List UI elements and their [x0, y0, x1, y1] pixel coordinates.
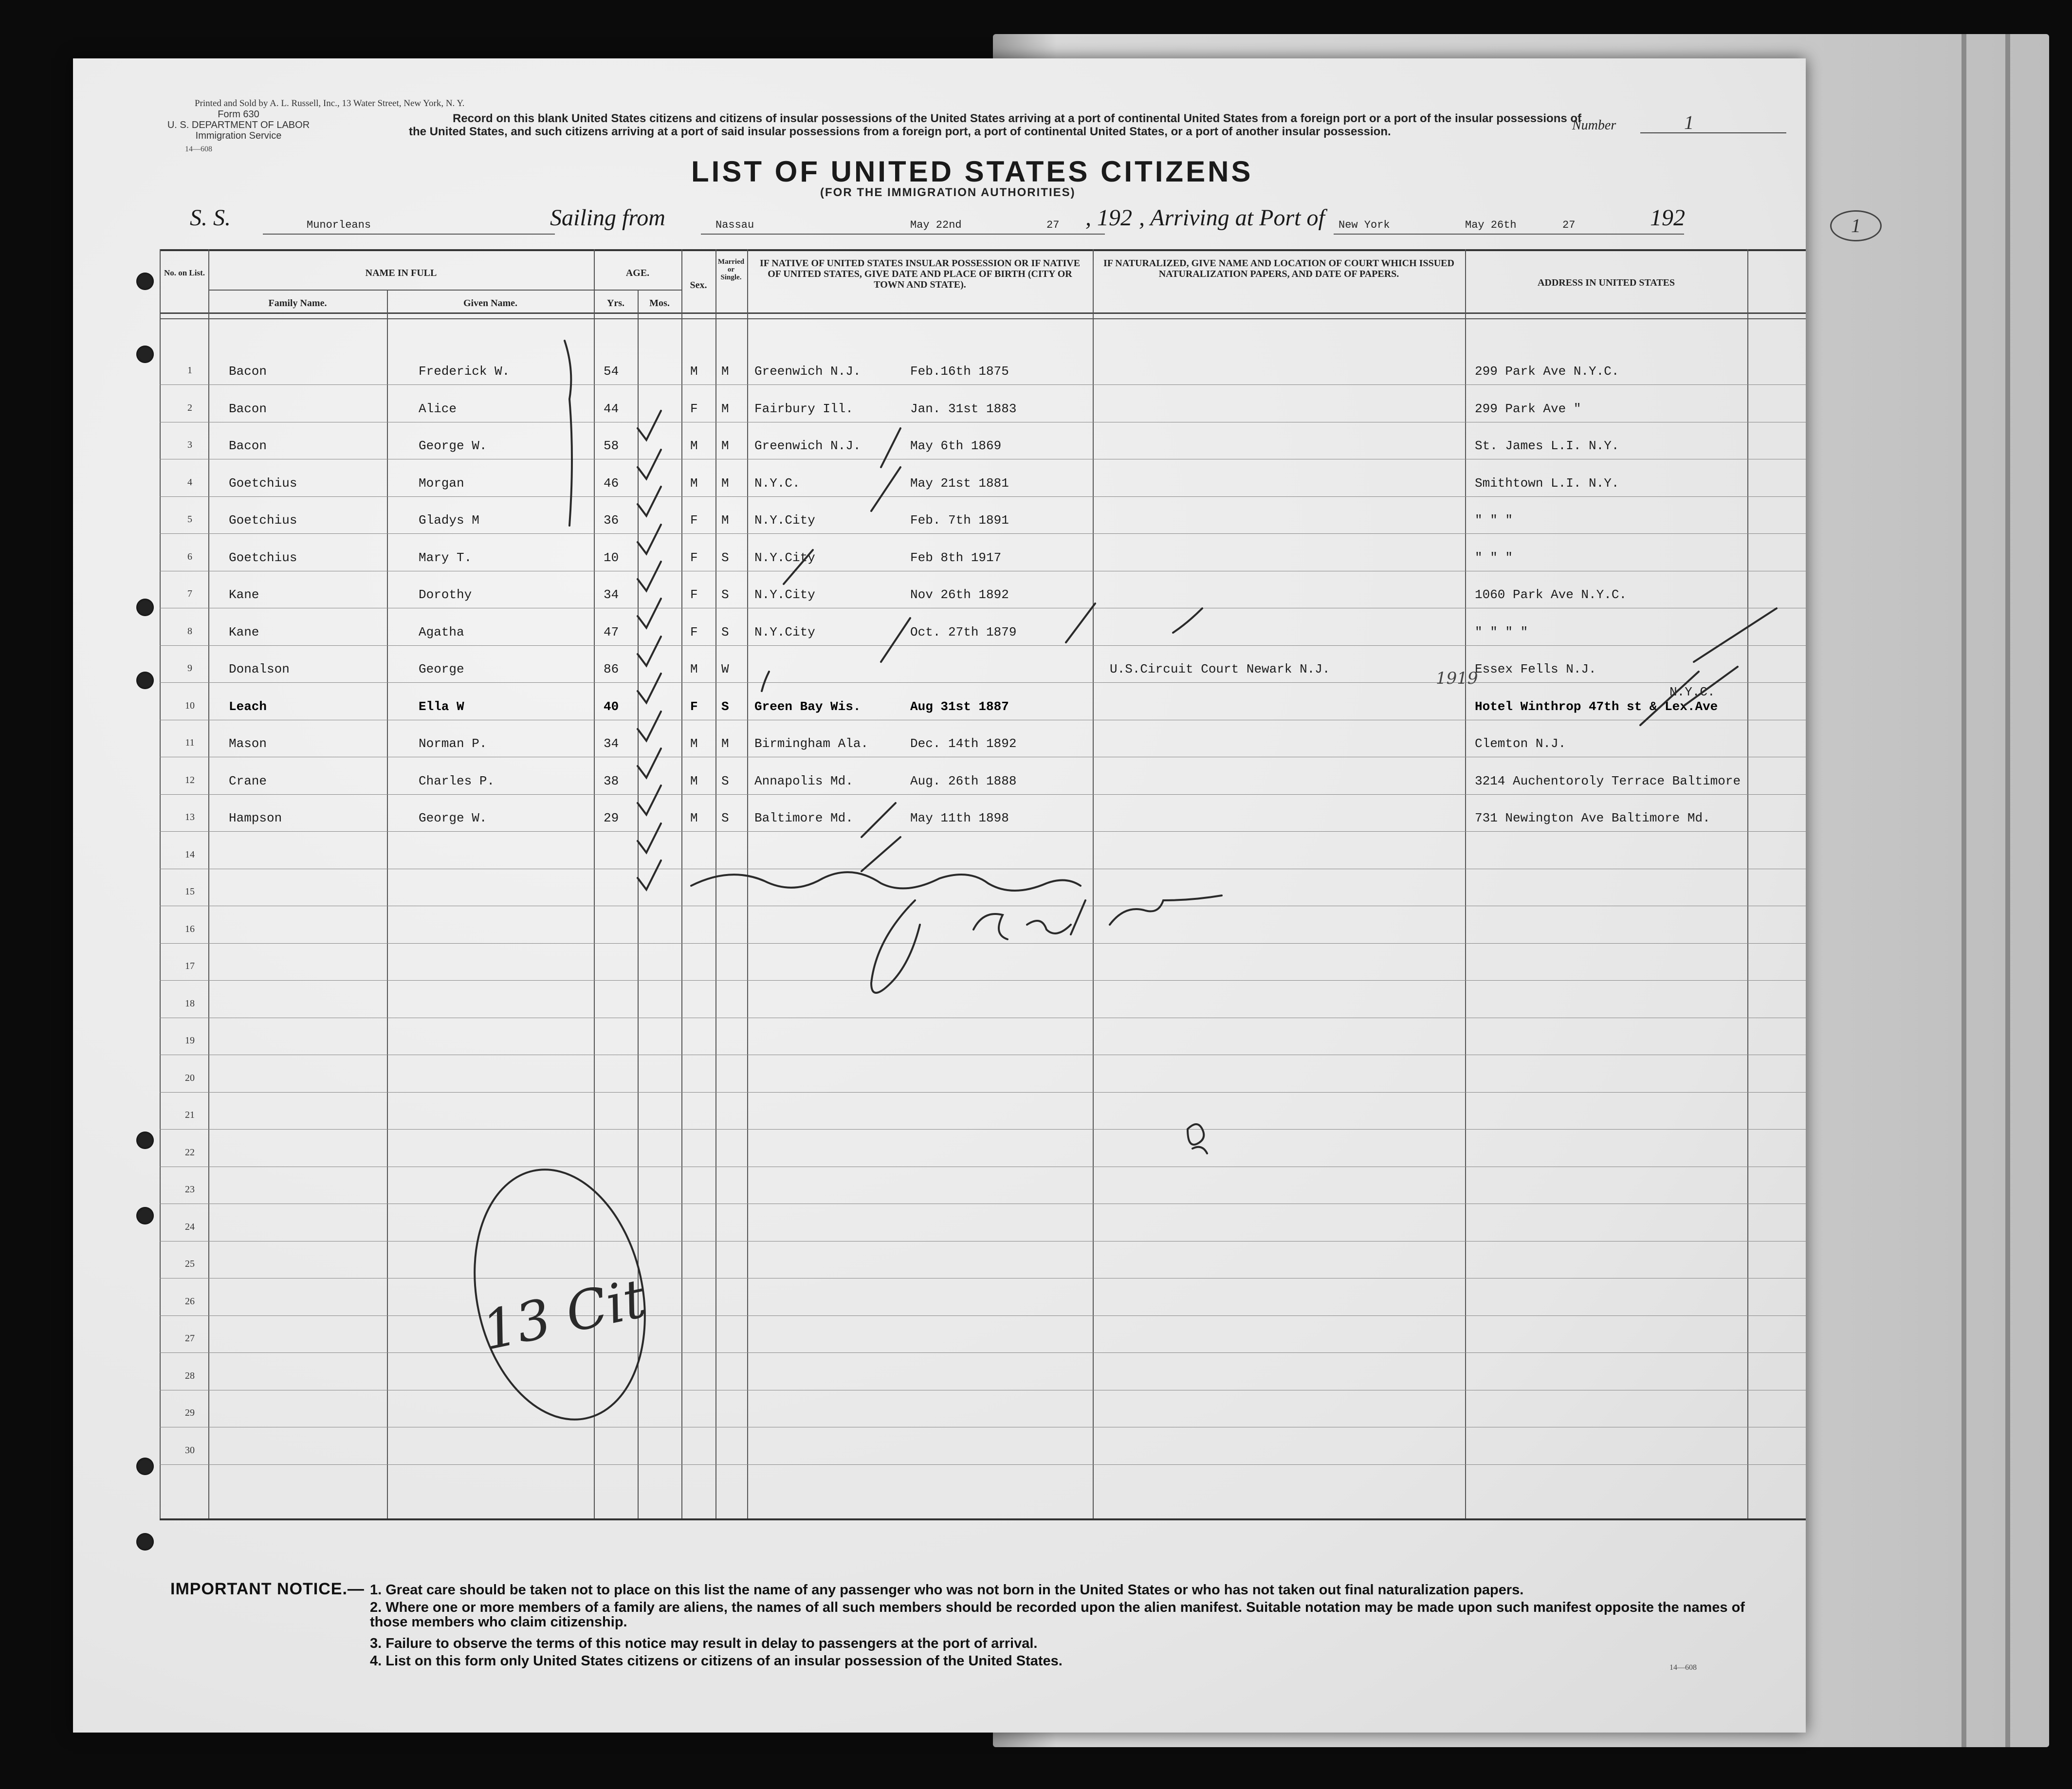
- row-rule: [160, 794, 1806, 795]
- row-number: 19: [185, 1035, 195, 1046]
- name-subrule: [208, 290, 594, 291]
- birth-place-cell: Fairbury Ill.: [754, 401, 853, 416]
- ss-label: S. S.: [190, 205, 231, 231]
- family-name-cell: Bacon: [229, 438, 267, 453]
- form-number: Form 630: [218, 109, 259, 120]
- marital-status-cell: S: [721, 773, 729, 788]
- service: Immigration Service: [195, 130, 282, 141]
- birth-date-cell: May 6th 1869: [910, 438, 1002, 453]
- birth-place-cell: N.Y.City: [754, 550, 815, 565]
- col-age: AGE.: [625, 268, 650, 278]
- address-cell: 299 Park Ave ": [1475, 401, 1581, 416]
- col-birth: IF NATIVE OF UNITED STATES INSULAR POSSESSION OR IF NATIVE OF UNITED STATES, GIVE DATE AND PLACE OF BIRTH (CITY OR TOWN AND STATE).: [759, 258, 1081, 290]
- row-number: 30: [185, 1444, 195, 1456]
- marital-status-cell: M: [721, 438, 729, 453]
- age-cell: 54: [604, 364, 619, 379]
- row-number: 18: [185, 998, 195, 1009]
- grid-col-line: [387, 290, 388, 1518]
- address-cell-extra: N.Y.C.: [1669, 684, 1715, 699]
- marital-status-cell: S: [721, 811, 729, 825]
- sex-cell: M: [690, 364, 698, 379]
- row-rule: [160, 1352, 1806, 1353]
- row-number: 7: [187, 588, 192, 599]
- row-number: 8: [187, 625, 192, 637]
- manifest-grid: [73, 58, 1806, 1733]
- birth-place-cell: Annapolis Md.: [754, 773, 853, 788]
- sex-cell: F: [690, 587, 698, 602]
- grid-col-line: [1465, 249, 1466, 1518]
- sex-cell: F: [690, 513, 698, 528]
- given-name-cell: Ella W: [419, 699, 464, 714]
- row-number: 24: [185, 1221, 195, 1232]
- grid-col-line: [594, 249, 595, 1518]
- marital-status-cell: M: [721, 475, 729, 491]
- birth-place-cell: Baltimore Md.: [754, 811, 853, 825]
- age-cell: 34: [604, 736, 619, 751]
- marital-status-cell: W: [721, 662, 729, 676]
- sailing-year-suffix: 27: [1046, 219, 1060, 231]
- notice-item-1: 1. Great care should be taken not to place on this list the name of any passenger who was not born in the United States or who has not taken out final naturalization papers.: [370, 1582, 1524, 1598]
- birth-date-cell: Aug. 26th 1888: [910, 773, 1017, 788]
- arriving-date: May 26th: [1465, 219, 1517, 231]
- row-rule: [160, 384, 1806, 385]
- marital-status-cell: S: [721, 550, 729, 565]
- row-number: 4: [187, 476, 192, 488]
- row-number: 22: [185, 1147, 195, 1158]
- handwritten-year: 1919: [1436, 669, 1478, 688]
- marital-status-cell: M: [721, 364, 729, 379]
- printer-line: Printed and Sold by A. L. Russell, Inc., 13 Water Street, New York, N. Y.: [195, 98, 465, 109]
- sex-cell: M: [690, 475, 698, 491]
- family-name-cell: Goetchius: [229, 513, 297, 528]
- row-number: 15: [185, 886, 195, 897]
- col-mos: Mos.: [649, 298, 670, 309]
- sex-cell: M: [690, 773, 698, 788]
- address-cell: St. James L.I. N.Y.: [1475, 438, 1619, 453]
- age-cell: 38: [604, 773, 619, 788]
- given-name-cell: Alice: [419, 401, 457, 416]
- col-address: ADDRESS IN UNITED STATES: [1537, 277, 1675, 288]
- manifest-sheet: [73, 58, 1861, 1733]
- col-yrs: Yrs.: [606, 298, 625, 309]
- marital-status-cell: S: [721, 624, 729, 639]
- row-number: 13: [185, 812, 195, 822]
- row-rule: [160, 645, 1806, 646]
- row-rule: [160, 1092, 1806, 1093]
- address-cell: Smithtown L.I. N.Y.: [1475, 475, 1619, 491]
- family-name-cell: Bacon: [229, 401, 267, 416]
- birth-date-cell: Dec. 14th 1892: [910, 736, 1017, 751]
- arriving-label: , Arriving at Port of: [1139, 205, 1325, 231]
- given-name-cell: Dorothy: [419, 587, 472, 602]
- given-name-cell: Agatha: [419, 624, 464, 639]
- row-number: 25: [185, 1259, 195, 1269]
- row-rule: [160, 1129, 1806, 1130]
- age-cell: 47: [604, 624, 619, 639]
- birth-place-cell: Greenwich N.J.: [754, 364, 861, 379]
- birth-date-cell: Oct. 27th 1879: [910, 624, 1017, 639]
- address-cell: " " " ": [1475, 624, 1528, 639]
- birth-place-cell: N.Y.City: [754, 587, 815, 602]
- grid-header-rule: [160, 318, 1806, 319]
- court-cell: U.S.Circuit Court Newark N.J.: [1110, 662, 1330, 676]
- family-name-cell: Donalson: [229, 662, 290, 676]
- ship-name: Munorleans: [307, 219, 371, 231]
- marital-status-cell: S: [721, 587, 729, 602]
- birth-place-cell: Greenwich N.J.: [754, 438, 861, 453]
- row-number: 20: [185, 1072, 195, 1083]
- age-cell: 34: [604, 587, 619, 602]
- grid-header-rule: [160, 312, 1806, 314]
- col-name-in-full: NAME IN FULL: [365, 268, 437, 278]
- row-number: 11: [185, 737, 195, 748]
- birth-date-cell: Feb 8th 1917: [910, 550, 1002, 565]
- col-naturalized: IF NATURALIZED, GIVE NAME AND LOCATION OF COURT WHICH ISSUED NATURALIZATION PAPERS, AND DATE OF PAPERS.: [1103, 258, 1454, 279]
- given-name-cell: Frederick W.: [419, 364, 510, 379]
- birth-date-cell: Jan. 31st 1883: [910, 401, 1017, 416]
- age-cell: 46: [604, 475, 619, 491]
- family-name-cell: Hampson: [229, 811, 282, 825]
- row-rule: [160, 1315, 1806, 1316]
- row-rule: [160, 1464, 1806, 1465]
- page-edge: [2005, 34, 2010, 1747]
- grid-top-rule: [160, 249, 1806, 251]
- row-rule: [160, 831, 1806, 832]
- given-name-cell: Norman P.: [419, 736, 487, 751]
- notice-item-4: 4. List on this form only United States citizens or citizens of an insular possession of the United States.: [370, 1653, 1063, 1669]
- age-subrule: [594, 290, 681, 291]
- sex-cell: F: [690, 699, 698, 714]
- page-edge: [1962, 34, 1966, 1747]
- address-cell: 3214 Auchentoroly Terrace Baltimore: [1475, 773, 1741, 788]
- given-name-cell: George: [419, 662, 464, 676]
- marital-status-cell: S: [721, 699, 729, 714]
- row-number: 17: [185, 961, 195, 971]
- age-cell: 36: [604, 513, 619, 528]
- address-cell: 731 Newington Ave Baltimore Md.: [1475, 811, 1710, 825]
- sex-cell: M: [690, 811, 698, 825]
- grid-bottom-rule: [160, 1518, 1806, 1520]
- notice-item-3: 3. Failure to observe the terms of this notice may result in delay to passengers at the port of arrival.: [370, 1636, 1038, 1651]
- family-name-cell: Crane: [229, 773, 267, 788]
- sex-cell: M: [690, 438, 698, 453]
- row-number: 14: [185, 849, 195, 860]
- birth-place-cell: N.Y.C.: [754, 475, 800, 491]
- sailing-year-print: , 192: [1085, 205, 1132, 231]
- footer-form-code: 14—608: [1669, 1663, 1697, 1672]
- row-number: 26: [185, 1296, 195, 1307]
- family-name-cell: Kane: [229, 624, 259, 639]
- row-number: 12: [185, 774, 195, 785]
- grid-col-line: [1093, 249, 1094, 1518]
- birth-place-cell: Birmingham Ala.: [754, 736, 869, 751]
- age-cell: 10: [604, 550, 619, 565]
- family-name-cell: Goetchius: [229, 475, 297, 491]
- grid-col-line: [208, 249, 209, 1518]
- address-cell: Clemton N.J.: [1475, 736, 1566, 751]
- birth-date-cell: Feb. 7th 1891: [910, 513, 1009, 528]
- sex-cell: F: [690, 401, 698, 416]
- age-cell: 40: [604, 699, 619, 714]
- number-value: 1: [1684, 111, 1694, 133]
- age-cell: 58: [604, 438, 619, 453]
- birth-date-cell: Aug 31st 1887: [910, 699, 1009, 714]
- notice-heading: IMPORTANT NOTICE.—: [170, 1580, 365, 1598]
- given-name-cell: Morgan: [419, 475, 464, 491]
- grid-col-line: [681, 249, 682, 1518]
- given-name-cell: George W.: [419, 438, 487, 453]
- sailing-date: May 22nd: [910, 219, 962, 231]
- row-rule: [160, 496, 1806, 497]
- address-cell: 299 Park Ave N.Y.C.: [1475, 364, 1619, 379]
- family-name-cell: Kane: [229, 587, 259, 602]
- marital-status-cell: M: [721, 736, 729, 751]
- count-note: 13 Cit: [477, 1267, 651, 1362]
- birth-date-cell: May 11th 1898: [910, 811, 1009, 825]
- age-cell: 44: [604, 401, 619, 416]
- notice-item-2: 2. Where one or more members of a family are aliens, the names of all such members should be recorded upon the alien manifest. Suitable notation may be made upon such manifest opposite the names of those members who claim citizenship.: [370, 1600, 1745, 1630]
- family-name-cell: Mason: [229, 736, 267, 751]
- age-cell: 86: [604, 662, 619, 676]
- birth-date-cell: Feb.16th 1875: [910, 364, 1009, 379]
- birth-place-cell: Green Bay Wis.: [754, 699, 861, 714]
- sex-cell: M: [690, 662, 698, 676]
- row-number: 2: [187, 402, 192, 413]
- col-sex: Sex.: [690, 280, 707, 291]
- row-number: 3: [187, 439, 192, 450]
- sex-cell: F: [690, 624, 698, 639]
- form-code: 14—608: [185, 145, 212, 153]
- grid-col-line: [715, 249, 716, 1518]
- row-rule: [160, 533, 1806, 534]
- address-cell: 1060 Park Ave N.Y.C.: [1475, 587, 1627, 602]
- arriving-year-print: 192: [1650, 205, 1685, 231]
- col-family-name: Family Name.: [268, 298, 327, 309]
- arriving-year-suffix: 27: [1562, 219, 1576, 231]
- row-number: 21: [185, 1110, 195, 1120]
- given-name-cell: George W.: [419, 811, 487, 825]
- family-name-cell: Leach: [229, 699, 267, 714]
- col-given-name: Given Name.: [463, 298, 518, 309]
- col-married-single: Married or Single.: [717, 258, 745, 281]
- grid-col-line: [638, 290, 639, 1518]
- sex-cell: M: [690, 736, 698, 751]
- grid-col-line: [160, 249, 161, 1518]
- row-number: 9: [187, 663, 192, 674]
- grid-col-line: [1747, 249, 1748, 1518]
- address-cell: Essex Fells N.J.: [1475, 662, 1596, 676]
- sex-cell: F: [690, 550, 698, 565]
- row-number: 5: [187, 514, 192, 525]
- address-cell: Hotel Winthrop 47th st & Lex.Ave: [1475, 699, 1718, 714]
- birth-date-cell: Nov 26th 1892: [910, 587, 1009, 602]
- row-number: 28: [185, 1370, 195, 1381]
- page-number-circle: 1: [1830, 210, 1882, 241]
- row-number: 16: [185, 923, 195, 934]
- family-name-cell: Bacon: [229, 364, 267, 379]
- age-cell: 29: [604, 811, 619, 825]
- birth-place-cell: N.Y.City: [754, 513, 815, 528]
- given-name-cell: Mary T.: [419, 550, 472, 565]
- instructions: Record on this blank United States citizens and citizens of insular possessions of the United States arriving at a port of continental United States from a foreign port or a port of the insular possessions of the United States, and such citizens arriving at a port of said insular possessions from a foreign port, a port of continental United States, or a port of another insular possession.: [409, 112, 1582, 138]
- given-name-cell: Charles P.: [419, 773, 495, 788]
- grid-col-line: [747, 249, 748, 1518]
- row-number: 23: [185, 1184, 195, 1195]
- arriving-port: New York: [1339, 219, 1390, 231]
- family-name-cell: Goetchius: [229, 550, 297, 565]
- page-subtitle: (FOR THE IMMIGRATION AUTHORITIES): [820, 186, 1076, 199]
- birth-place-cell: N.Y.City: [754, 624, 815, 639]
- number-label: Number: [1572, 118, 1616, 133]
- page-title: LIST OF UNITED STATES CITIZENS: [691, 155, 1253, 188]
- row-number: 27: [185, 1333, 195, 1344]
- given-name-cell: Gladys M: [419, 513, 479, 528]
- col-no-on-list: No. on List.: [164, 268, 205, 277]
- row-number: 6: [187, 551, 192, 562]
- row-number: 10: [185, 700, 195, 711]
- row-rule: [160, 682, 1806, 683]
- address-cell: " " ": [1475, 513, 1513, 528]
- marital-status-cell: M: [721, 401, 729, 416]
- sailing-from-label: Sailing from: [550, 205, 665, 231]
- department: U. S. DEPARTMENT OF LABOR: [167, 120, 310, 130]
- birth-date-cell: May 21st 1881: [910, 475, 1009, 491]
- row-number: 29: [185, 1407, 195, 1418]
- row-rule: [160, 943, 1806, 944]
- row-number: 1: [187, 365, 192, 376]
- row-rule: [160, 980, 1806, 981]
- marital-status-cell: M: [721, 513, 729, 528]
- sailing-port: Nassau: [715, 219, 754, 231]
- address-cell: " " ": [1475, 550, 1513, 565]
